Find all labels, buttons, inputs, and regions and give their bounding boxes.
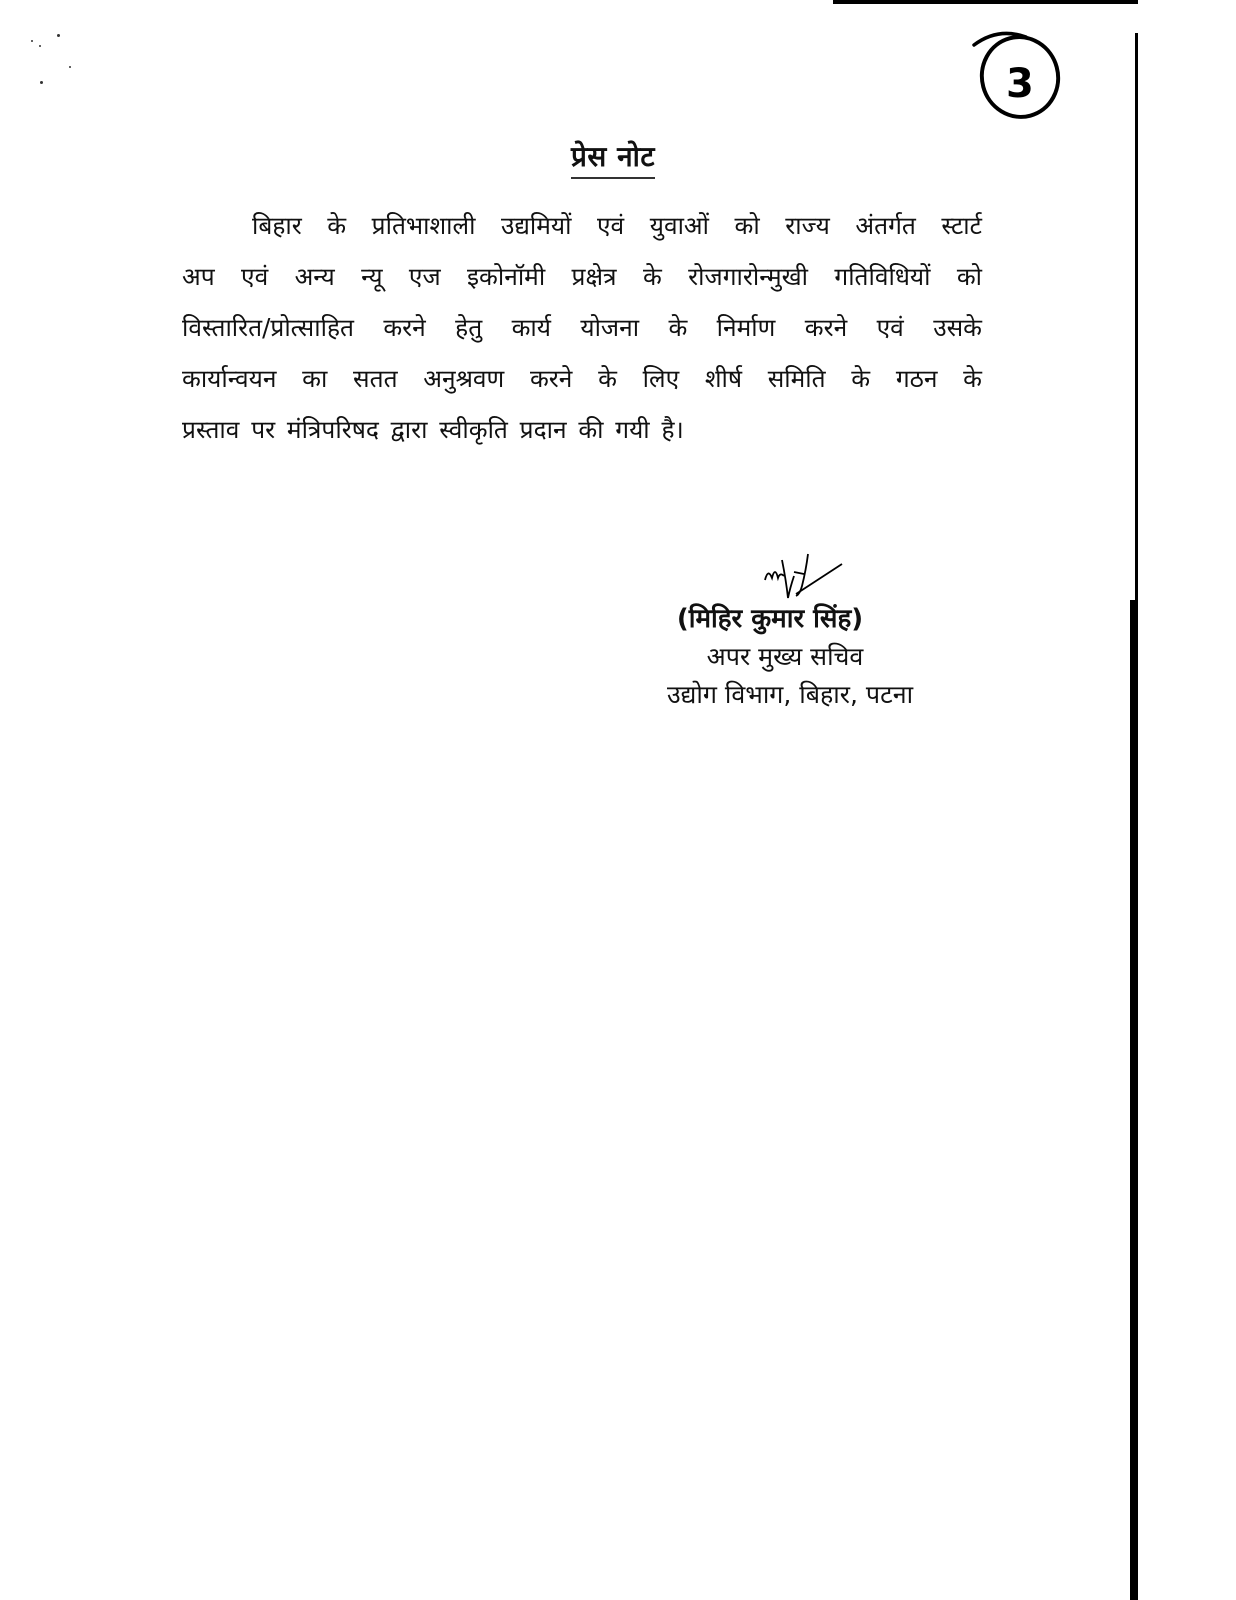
page-number-circle-icon: [968, 25, 1068, 125]
body-line: विस्तारित/प्रोत्साहित करने हेतु कार्य योजना के निर्माण करने एवं उसके: [182, 313, 982, 342]
body-line: कार्यान्वयन का सतत अनुश्रवण करने के लिए शीर्ष समिति के गठन के: [182, 364, 982, 393]
signatory-block: [600, 600, 960, 714]
scan-speck: [69, 66, 71, 68]
document-title: [0, 137, 1236, 179]
page-number: 3: [1006, 61, 1034, 107]
body-line: अप एवं अन्य न्यू एज इकोनॉमी प्रक्षेत्र के रोजगारोन्मुखी गतिविधियों को: [182, 262, 982, 291]
scan-speck: [39, 45, 41, 47]
body-line: बिहार के प्रतिभाशाली उद्यमियों एवं युवाओं को राज्य अंतर्गत स्टार्ट: [252, 211, 982, 240]
title-text: प्रेस नोट: [571, 137, 655, 179]
scan-speck: [57, 34, 60, 37]
scan-border-right-thick: [1130, 600, 1138, 1600]
signatory-name: (मिहिर कुमार सिंह): [676, 604, 864, 634]
signatory-department: उद्योग विभाग, बिहार, पटना: [666, 680, 914, 709]
scan-border-top: [833, 0, 1138, 4]
body-line: प्रस्ताव पर मंत्रिपरिषद द्वारा स्वीकृति प्रदान की गयी है।: [182, 415, 684, 444]
scan-speck: [40, 81, 43, 84]
body-paragraph: [182, 200, 982, 455]
signatory-designation: अपर मुख्य सचिव: [706, 642, 864, 671]
scan-speck: [31, 40, 33, 42]
